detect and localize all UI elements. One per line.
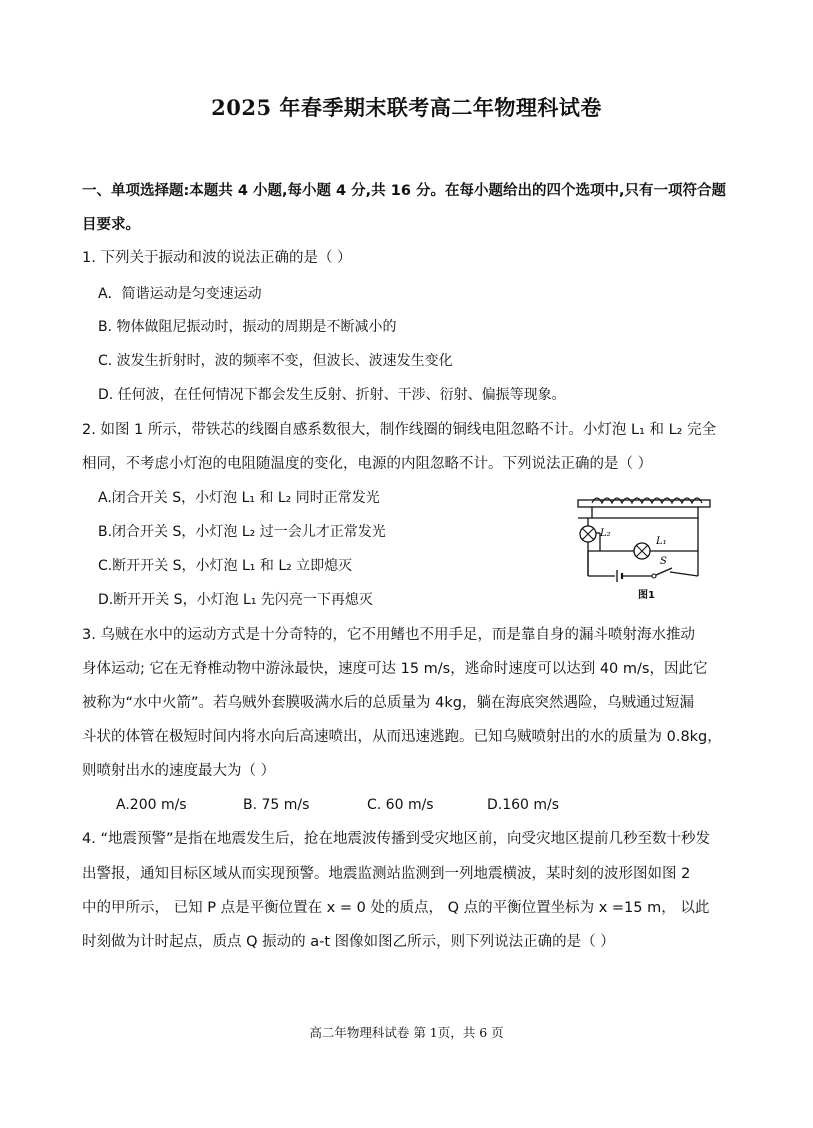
q4-line3: 中的甲所示， 已知 P 点是平衡位置在 x = 0 处的质点， Q 点的平衡位置坐标为 x =15 m， 以此 xyxy=(82,900,710,916)
q2-option-b: B.闭合开关 S，小灯泡 L₂ 过一会儿才正常发光 xyxy=(98,524,386,540)
figure-1-caption: 图1 xyxy=(638,590,655,601)
battery-icon xyxy=(617,570,622,582)
q2-option-d: D.断开开关 S，小灯泡 L₁ 先闪亮一下再熄灭 xyxy=(98,592,373,608)
q3-line5: 则喷射出水的速度最大为（ ） xyxy=(82,763,276,779)
q4-line4: 时刻做为计时起点，质点 Q 振动的 a-t 图像如图乙所示，则下列说法正确的是（ ） xyxy=(82,934,615,950)
q3-line3: 被称为“水中火箭”。若乌贼外套膜吸满水后的总质量为 4kg，躺在海底突然遇险，乌贼通过短漏 xyxy=(82,695,694,711)
circuit-diagram xyxy=(568,488,714,600)
lamp-l2-icon xyxy=(580,526,596,542)
q3-option-a: A.200 m/s xyxy=(116,797,187,813)
section-heading-line2: 目要求。 xyxy=(82,217,140,233)
q3-option-c: C. 60 m/s xyxy=(367,797,434,813)
lamp-l1-icon xyxy=(634,543,650,559)
section-heading-line1: 一、单项选择题:本题共 4 小题,每小题 4 分,共 16 分。在每小题给出的四个选项中,只有一项符合题 xyxy=(82,183,726,199)
q1-option-d: D. 任何波，在任何情况下都会发生反射、折射、干涉、衍射、偏振等现象。 xyxy=(98,387,566,403)
q3-line1: 3. 乌贼在水中的运动方式是十分奇特的，它不用鳍也不用手足，而是靠自身的漏斗喷射海水推动 xyxy=(82,627,695,643)
page-footer: 高二年物理科试卷 第 1页，共 6 页 xyxy=(309,1025,504,1040)
q1-stem: 1. 下列关于振动和波的说法正确的是（ ） xyxy=(82,250,352,266)
exam-title: 2025 年春季期末联考高二年物理科试卷 xyxy=(211,95,602,120)
q1-option-c: C. 波发生折射时，波的频率不变，但波长、波速发生变化 xyxy=(98,353,453,369)
q2-stem-line2: 相同，不考虑小灯泡的电阻随温度的变化，电源的内阻忽略不计。下列说法正确的是（ ） xyxy=(82,456,653,472)
circuit-wires xyxy=(578,507,698,576)
q2-option-c: C.断开开关 S，小灯泡 L₁ 和 L₂ 立即熄灭 xyxy=(98,558,353,574)
q2-stem-line1: 2. 如图 1 所示，带铁芯的线圈自感系数很大，制作线圈的铜线电阻忽略不计。小灯泡 L₁ 和 L₂ 完全 xyxy=(82,422,717,438)
q2-option-a: A.闭合开关 S，小灯泡 L₁ 和 L₂ 同时正常发光 xyxy=(98,490,380,506)
q1-option-b: B. 物体做阻尼振动时，振动的周期是不断减小的 xyxy=(98,319,397,335)
switch-icon xyxy=(652,568,672,578)
q3-option-b: B. 75 m/s xyxy=(243,797,310,813)
q4-line2: 出警报，通知目标区域从而实现预警。地震监测站监测到一列地震横波，某时刻的波形图如图 2 xyxy=(82,866,691,882)
q3-line4: 斗状的体管在极短时间内将水向后高速喷出，从而迅速逃跑。已知乌贼喷射出的水的质量为 0.8kg， xyxy=(82,729,722,745)
q3-option-d: D.160 m/s xyxy=(487,797,560,813)
q4-line1: 4. “地震预警”是指在地震发生后，抢在地震波传播到受灾地区前，向受灾地区提前几秒至数十秒发 xyxy=(82,831,710,847)
switch-label: S xyxy=(660,556,667,567)
lamp-l1-label: L₁ xyxy=(656,536,667,547)
q3-line2: 身体运动; 它在无脊椎动物中游泳最快，速度可达 15 m/s，逃命时速度可以达到 40 m/s，因此它 xyxy=(82,661,708,677)
lamp-l2-label: L₂ xyxy=(600,528,611,539)
q1-option-a: A．简谐运动是匀变速运动 xyxy=(98,286,262,302)
